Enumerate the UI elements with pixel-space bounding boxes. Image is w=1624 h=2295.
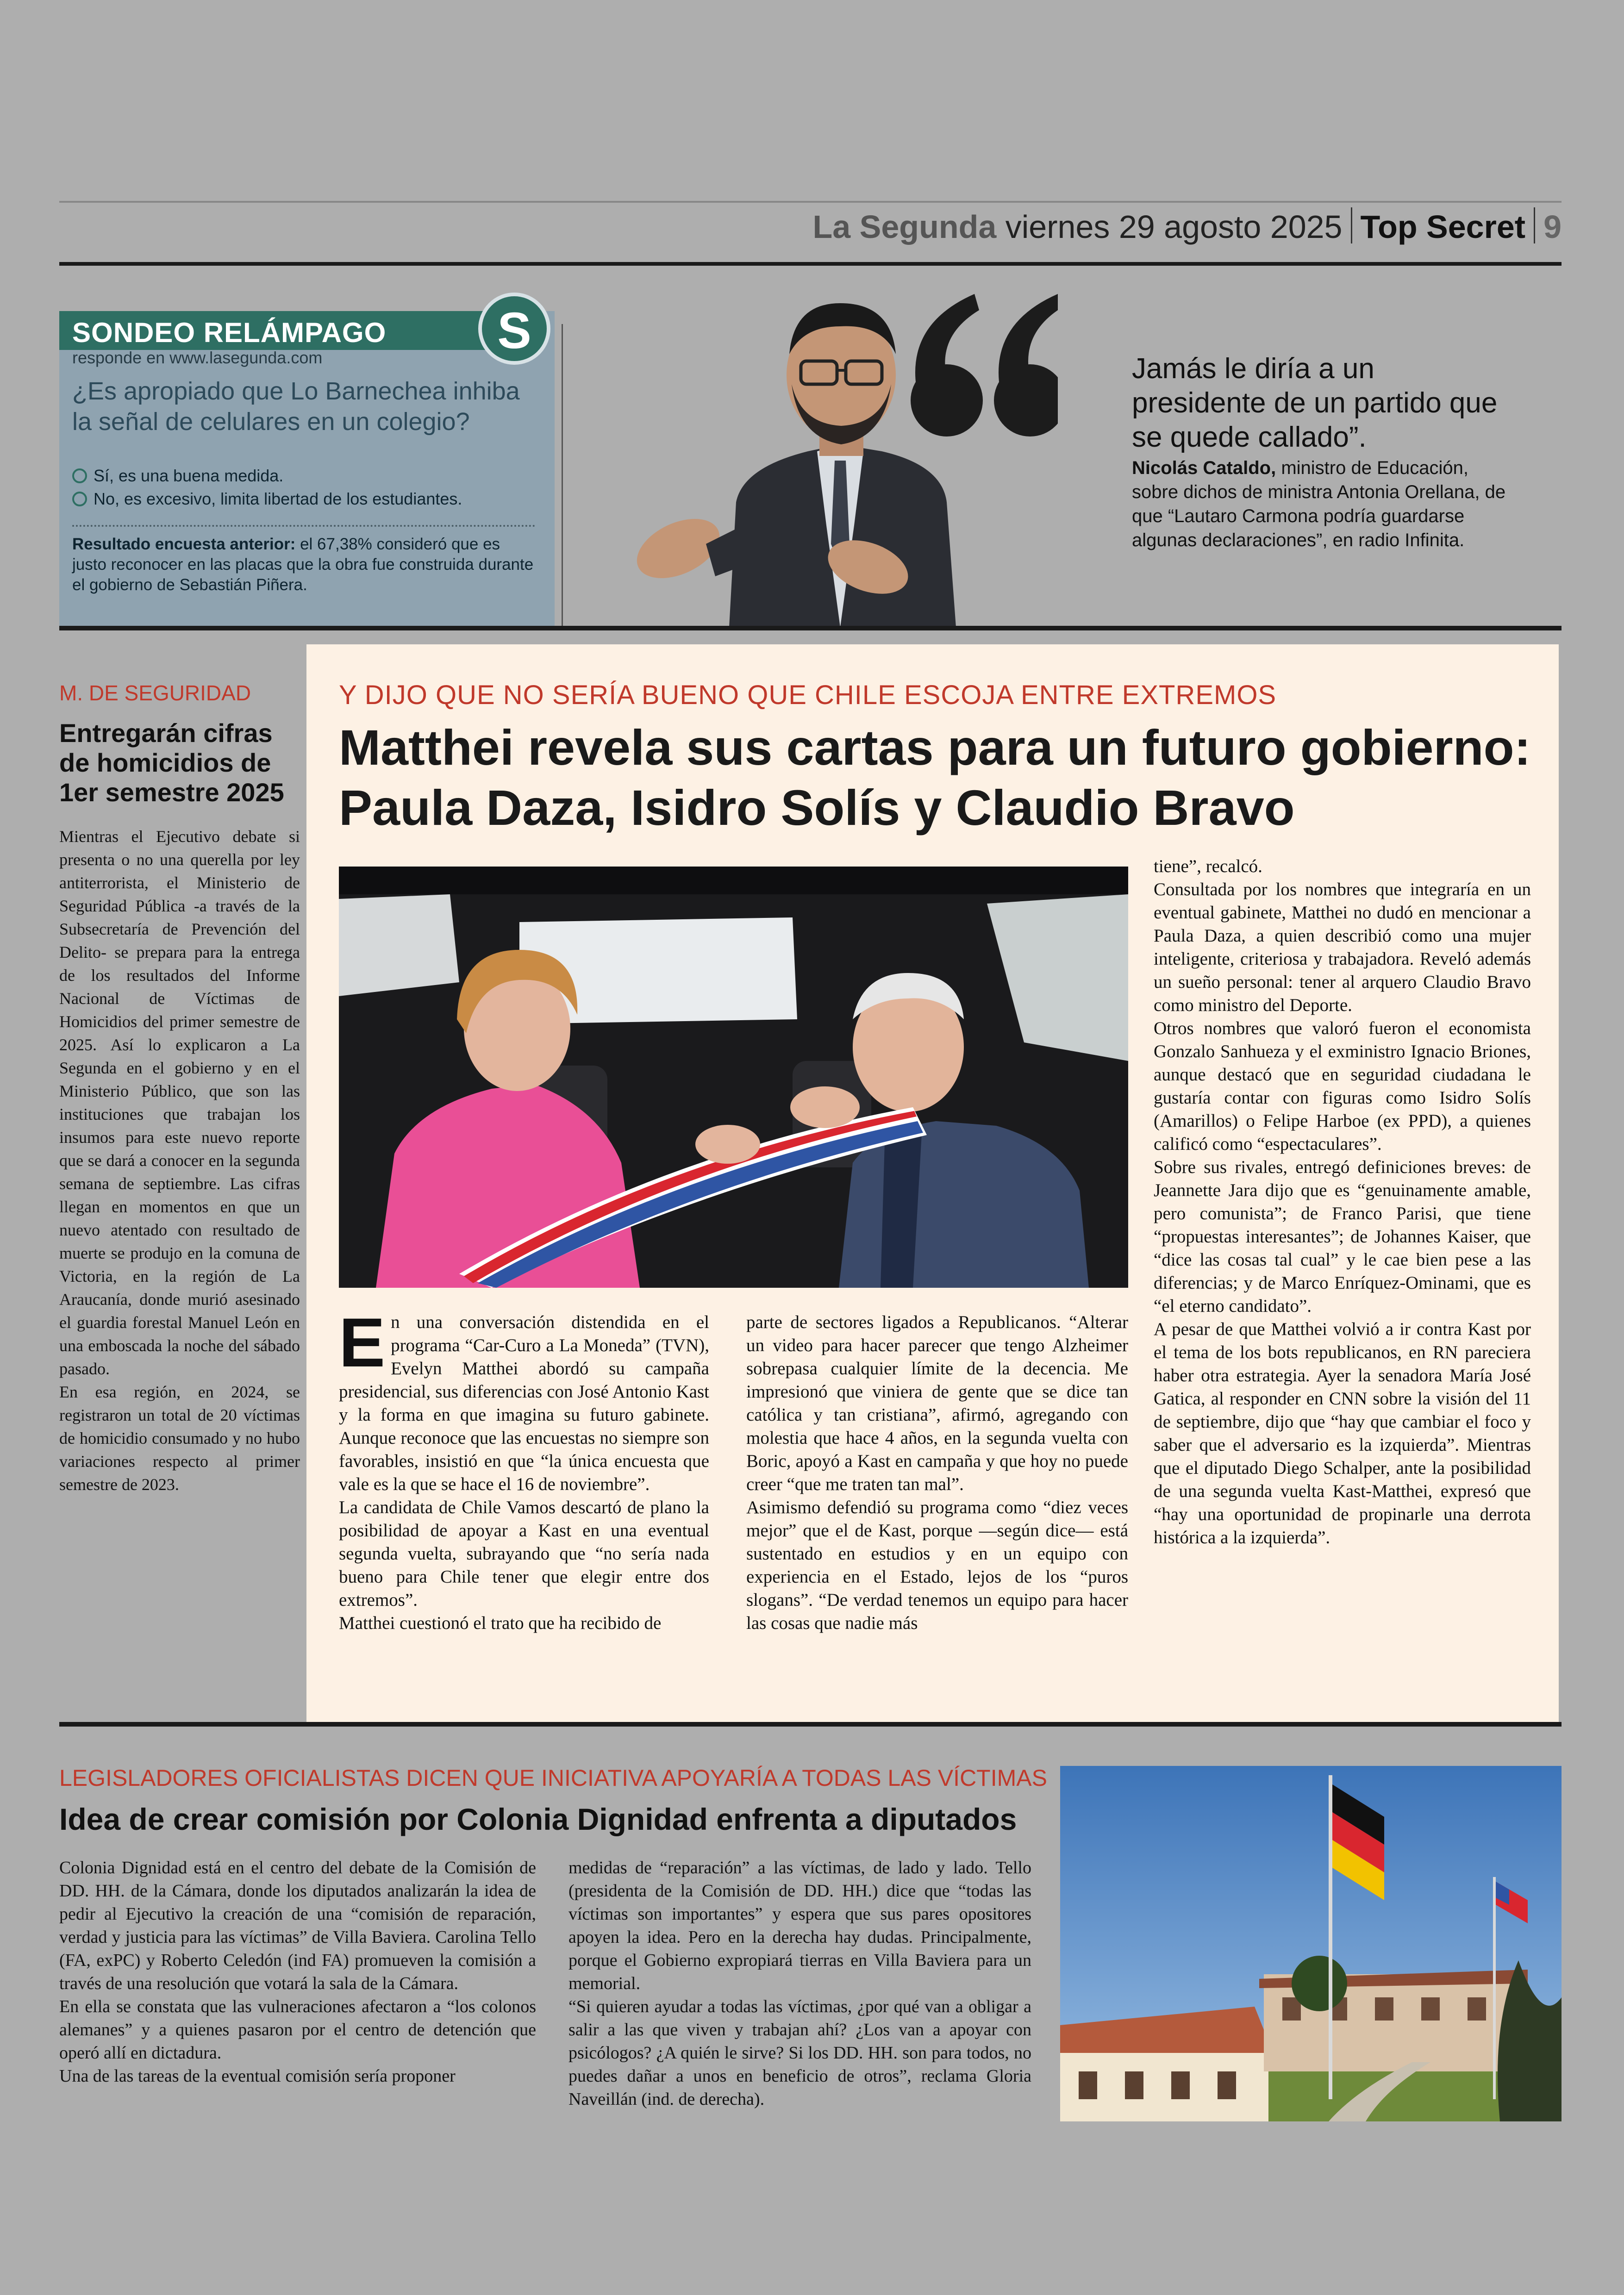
main-kicker: Y DIJO QUE NO SERÍA BUENO QUE CHILE ESCOJA ENTRE EXTREMOS bbox=[339, 680, 1277, 710]
issue-date: viernes 29 agosto 2025 bbox=[1005, 209, 1343, 245]
paragraph: Colonia Dignidad está en el centro del debate de la Comisión de DD. HH. de la Cámara, donde los diputados analizarán la idea de pedir al Ejecutivo la creación de una “comisión de reparación, verdad y justicia para las víctimas” de Villa Baviera. Carolina Tello (FA, exPC) y Roberto Celedón (ind FA) promueven la comisión a través de una resolución que votará la sala de la Cámara. bbox=[59, 1858, 536, 1993]
paragraph: Matthei cuestionó el trato que ha recibido de bbox=[339, 1613, 662, 1633]
sidebar-kicker: M. DE SEGURIDAD bbox=[59, 681, 251, 705]
poll-option-no[interactable]: No, es excesivo, limita libertad de los estudiantes. bbox=[72, 489, 462, 509]
radio-circle-icon[interactable] bbox=[72, 468, 87, 483]
paragraph: Otros nombres que valoró fueron el economista Gonzalo Sanhueza y el exministro Ignacio Briones, aunque destacó que en seguridad ciudadana le gustaría contar con figuras como Isidro Solís (Amarillos) o Felipe Harboe (ex PPD), a quienes calificó como “espectaculares”. bbox=[1154, 1018, 1531, 1154]
villa-baviera-photo bbox=[1060, 1766, 1562, 2121]
paragraph: “Si quieren ayudar a todas las víctimas, ¿por qué van a obligar a salir a las que viven y trabajan ahí? ¿Los van a apoyar con psicólogos? ¿A quién le sirve? Si los DD. HH. son para todos, no puedes dañar a unos en beneficio de otros”, reclama Gloria Naveillán (ind. de derecha). bbox=[568, 1997, 1031, 2109]
bottom-kicker: LEGISLADORES OFICIALISTAS DICEN QUE INICIATIVA APOYARÍA A TODAS LAS VÍCTIMAS bbox=[59, 1765, 1047, 1791]
paragraph: En esa región, en 2024, se registraron un total de 20 víctimas de homicidio consumado y no hubo variaciones respecto al primer semestre de 2023. bbox=[59, 1383, 300, 1494]
main-story bbox=[306, 644, 1559, 1722]
paragraph: En ella se constata que las vulneraciones afectaron a “los colonos alemanes” y a quienes pasaron por el centro de detención que operó allí en dictadura. bbox=[59, 1997, 536, 2063]
paragraph: Asimismo defendió su programa como “diez veces mejor” que el de Kast, porque —según dice— está sustentado en estudios y en un equipo con experiencia en el Estado, lejos de los “puros slogans”. “De verdad tenemos un equipo para hacer las cosas que nadie más bbox=[746, 1497, 1128, 1633]
poll-question: ¿Es apropiado que Lo Barnechea inhiba la señal de celulares en un colegio? bbox=[72, 377, 520, 436]
sidebar-headline: Entregarán cifras de homicidios de 1er semestre 2025 bbox=[59, 718, 284, 807]
section-name: Top Secret bbox=[1360, 209, 1526, 245]
page-header bbox=[59, 199, 1562, 264]
poll-s-badge-icon: S bbox=[478, 293, 550, 365]
poll-title: SONDEO RELÁMPAGO bbox=[72, 317, 387, 348]
sidebar-body bbox=[59, 825, 300, 1496]
paragraph: La candidata de Chile Vamos descartó de plano la posibilidad de apoyar a Kast en una eventual segunda vuelta, subrayando que “no sería nada bueno para Chile tener que elegir entre dos extremos”. bbox=[339, 1497, 709, 1610]
paragraph: A pesar de que Matthei volvió a ir contra Kast por el tema de los bots republicanos, en RN pareciera haber otra estrategia. Ayer la senadora María José Gatica, al responder en CNN sobre la visión del 11 de septiembre, dijo que “hay que cambiar el foco y saber que el adversario es la izquierda”. Mientras que el diputado Diego Schalper, ante la posibilidad de una segunda vuelta Kast-Matthei, expresó que “hay una oportunidad de propinarle una derrota histórica a la izquierda”. bbox=[1154, 1319, 1531, 1547]
pull-quote-attribution: Nicolás Cataldo, ministro de Educación, sobre dichos de ministra Antonia Orellana, de que “Lautaro Carmona podría guardarse algunas declaraciones”, en radio Infinita. bbox=[1132, 458, 1506, 550]
main-column-1 bbox=[339, 1303, 709, 1635]
main-headline: Matthei revela sus cartas para un futuro gobierno: Paula Daza, Isidro Solís y Claudio Bravo bbox=[339, 719, 1531, 836]
paragraph: parte de sectores ligados a Republicanos. “Alterar un video para hacer parecer que tengo Alzheimer sobrepasa cualquier límite de la decencia. Me impresionó que viniera de gente que se dice tan católica y tan cristiana”, afirmó, agregando con molestia que hace 4 años, en la segunda vuelta con Boric, apoyó a Kast en campaña y que hoy no puede creer “que me traten tan mal”. bbox=[746, 1312, 1128, 1494]
poll-option-yes[interactable]: Sí, es una buena medida. bbox=[72, 466, 283, 486]
car-interview-photo bbox=[339, 867, 1128, 1288]
poll-title-bar bbox=[59, 311, 485, 350]
header-bottom-rule bbox=[59, 262, 1562, 266]
previous-result: Resultado encuesta anterior: el 67,38% consideró que es justo reconocer en las placas que la obra fue construida durante el gobierno de Sebastián Piñera. bbox=[72, 535, 534, 594]
paragraph: Consultada por los nombres que integraría en un eventual gabinete, Matthei no dudó en mencionar a Paula Daza, a quien describió como una mujer inteligente, criteriosa y trabajadora. Reveló además un sueño personal: tener al arquero Claudio Bravo como ministro del Deporte. bbox=[1154, 879, 1531, 1015]
paragraph: Una de las tareas de la eventual comisión sería proponer bbox=[59, 2066, 456, 2086]
radio-circle-icon[interactable] bbox=[72, 492, 87, 506]
paragraph: tiene”, recalcó. bbox=[1154, 856, 1262, 876]
page-number: 9 bbox=[1543, 209, 1562, 245]
main-column-3 bbox=[1154, 855, 1531, 1549]
poll-subtitle: responde en www.lasegunda.com bbox=[72, 348, 323, 367]
dotted-separator bbox=[72, 525, 535, 527]
section-rule bbox=[59, 1722, 1562, 1727]
header-divider bbox=[1534, 207, 1535, 243]
header-divider bbox=[1351, 207, 1352, 243]
bottom-column-1 bbox=[59, 1856, 536, 2088]
sidebar-story bbox=[59, 680, 300, 1496]
pull-quote-text: Jamás le diría a un presidente de un partido que se quede callado”. bbox=[1132, 353, 1498, 453]
paragraph: Sobre sus rivales, entregó definiciones breves: de Jeannette Jara dijo que es “genuinamente amable, pero comunista”; de Franco Parisi, que tiene “propuestas interesantes”; de Johannes Kaiser, que “dice las cosas tal cual” y le cae bien pese a las diferencias; y de Marco Enríquez-Ominami, que es “el eterno candidato”. bbox=[1154, 1157, 1531, 1316]
quote-mark-icon bbox=[911, 294, 1058, 437]
flash-poll-box bbox=[59, 302, 555, 626]
bottom-headline: Idea de crear comisión por Colonia Dignidad enfrenta a diputados bbox=[59, 1802, 1017, 1836]
poll-divider bbox=[562, 324, 563, 626]
paper-name: La Segunda bbox=[812, 209, 997, 245]
section-rule bbox=[59, 626, 1562, 630]
bottom-column-2 bbox=[568, 1856, 1031, 2111]
drop-cap: E bbox=[339, 1303, 386, 1381]
paragraph: En una conversación distendida en el programa “Car-Curo a La Moneda” (TVN), Evelyn Matthei abordó su campaña presidencial, sus diferencias con José Antonio Kast y la forma en que imagina su futuro gabinete. Aunque reconoce que las encuestas no siempre son favorables, insistió en que “la única encuesta que vale es la que se hace el 16 de noviembre”. bbox=[339, 1303, 709, 1494]
paragraph: medidas de “reparación” a las víctimas, de lado y lado. Tello (presidenta de la Comisión de DD. HH.) dice que “todas las víctimas son importantes” y espera que sus pares opositores apoyen la idea. Pero en la derecha hay dudas. Principalmente, porque el Gobierno expropiará tierras en Villa Baviera para un memorial. bbox=[568, 1858, 1031, 1993]
paragraph: Mientras el Ejecutivo debate si presenta o no una querella por ley antiterrorista, el Ministerio de Seguridad Pública -a través de la Subsecretaría de Prevención del Delito- se prepara para la entrega de los resultados del Informe Nacional de Víctimas de Homicidios del primer semestre de 2025. Así lo explicaron a La Segunda en el gobierno y en el Ministerio Público, que son las instituciones que trabajan los insumos para este nuevo reporte que se dará a conocer en la segunda semana de septiembre. Las cifras llegan en momentos en que un nuevo atentado con resultado de muerte se produjo en la comuna de Victoria, en la región de La Araucanía, donde murió asesinado el guardia forestal Manuel León en una emboscada la noche del sábado pasado. bbox=[59, 827, 300, 1378]
main-column-2 bbox=[746, 1311, 1128, 1635]
minister-portrait bbox=[623, 285, 1058, 627]
